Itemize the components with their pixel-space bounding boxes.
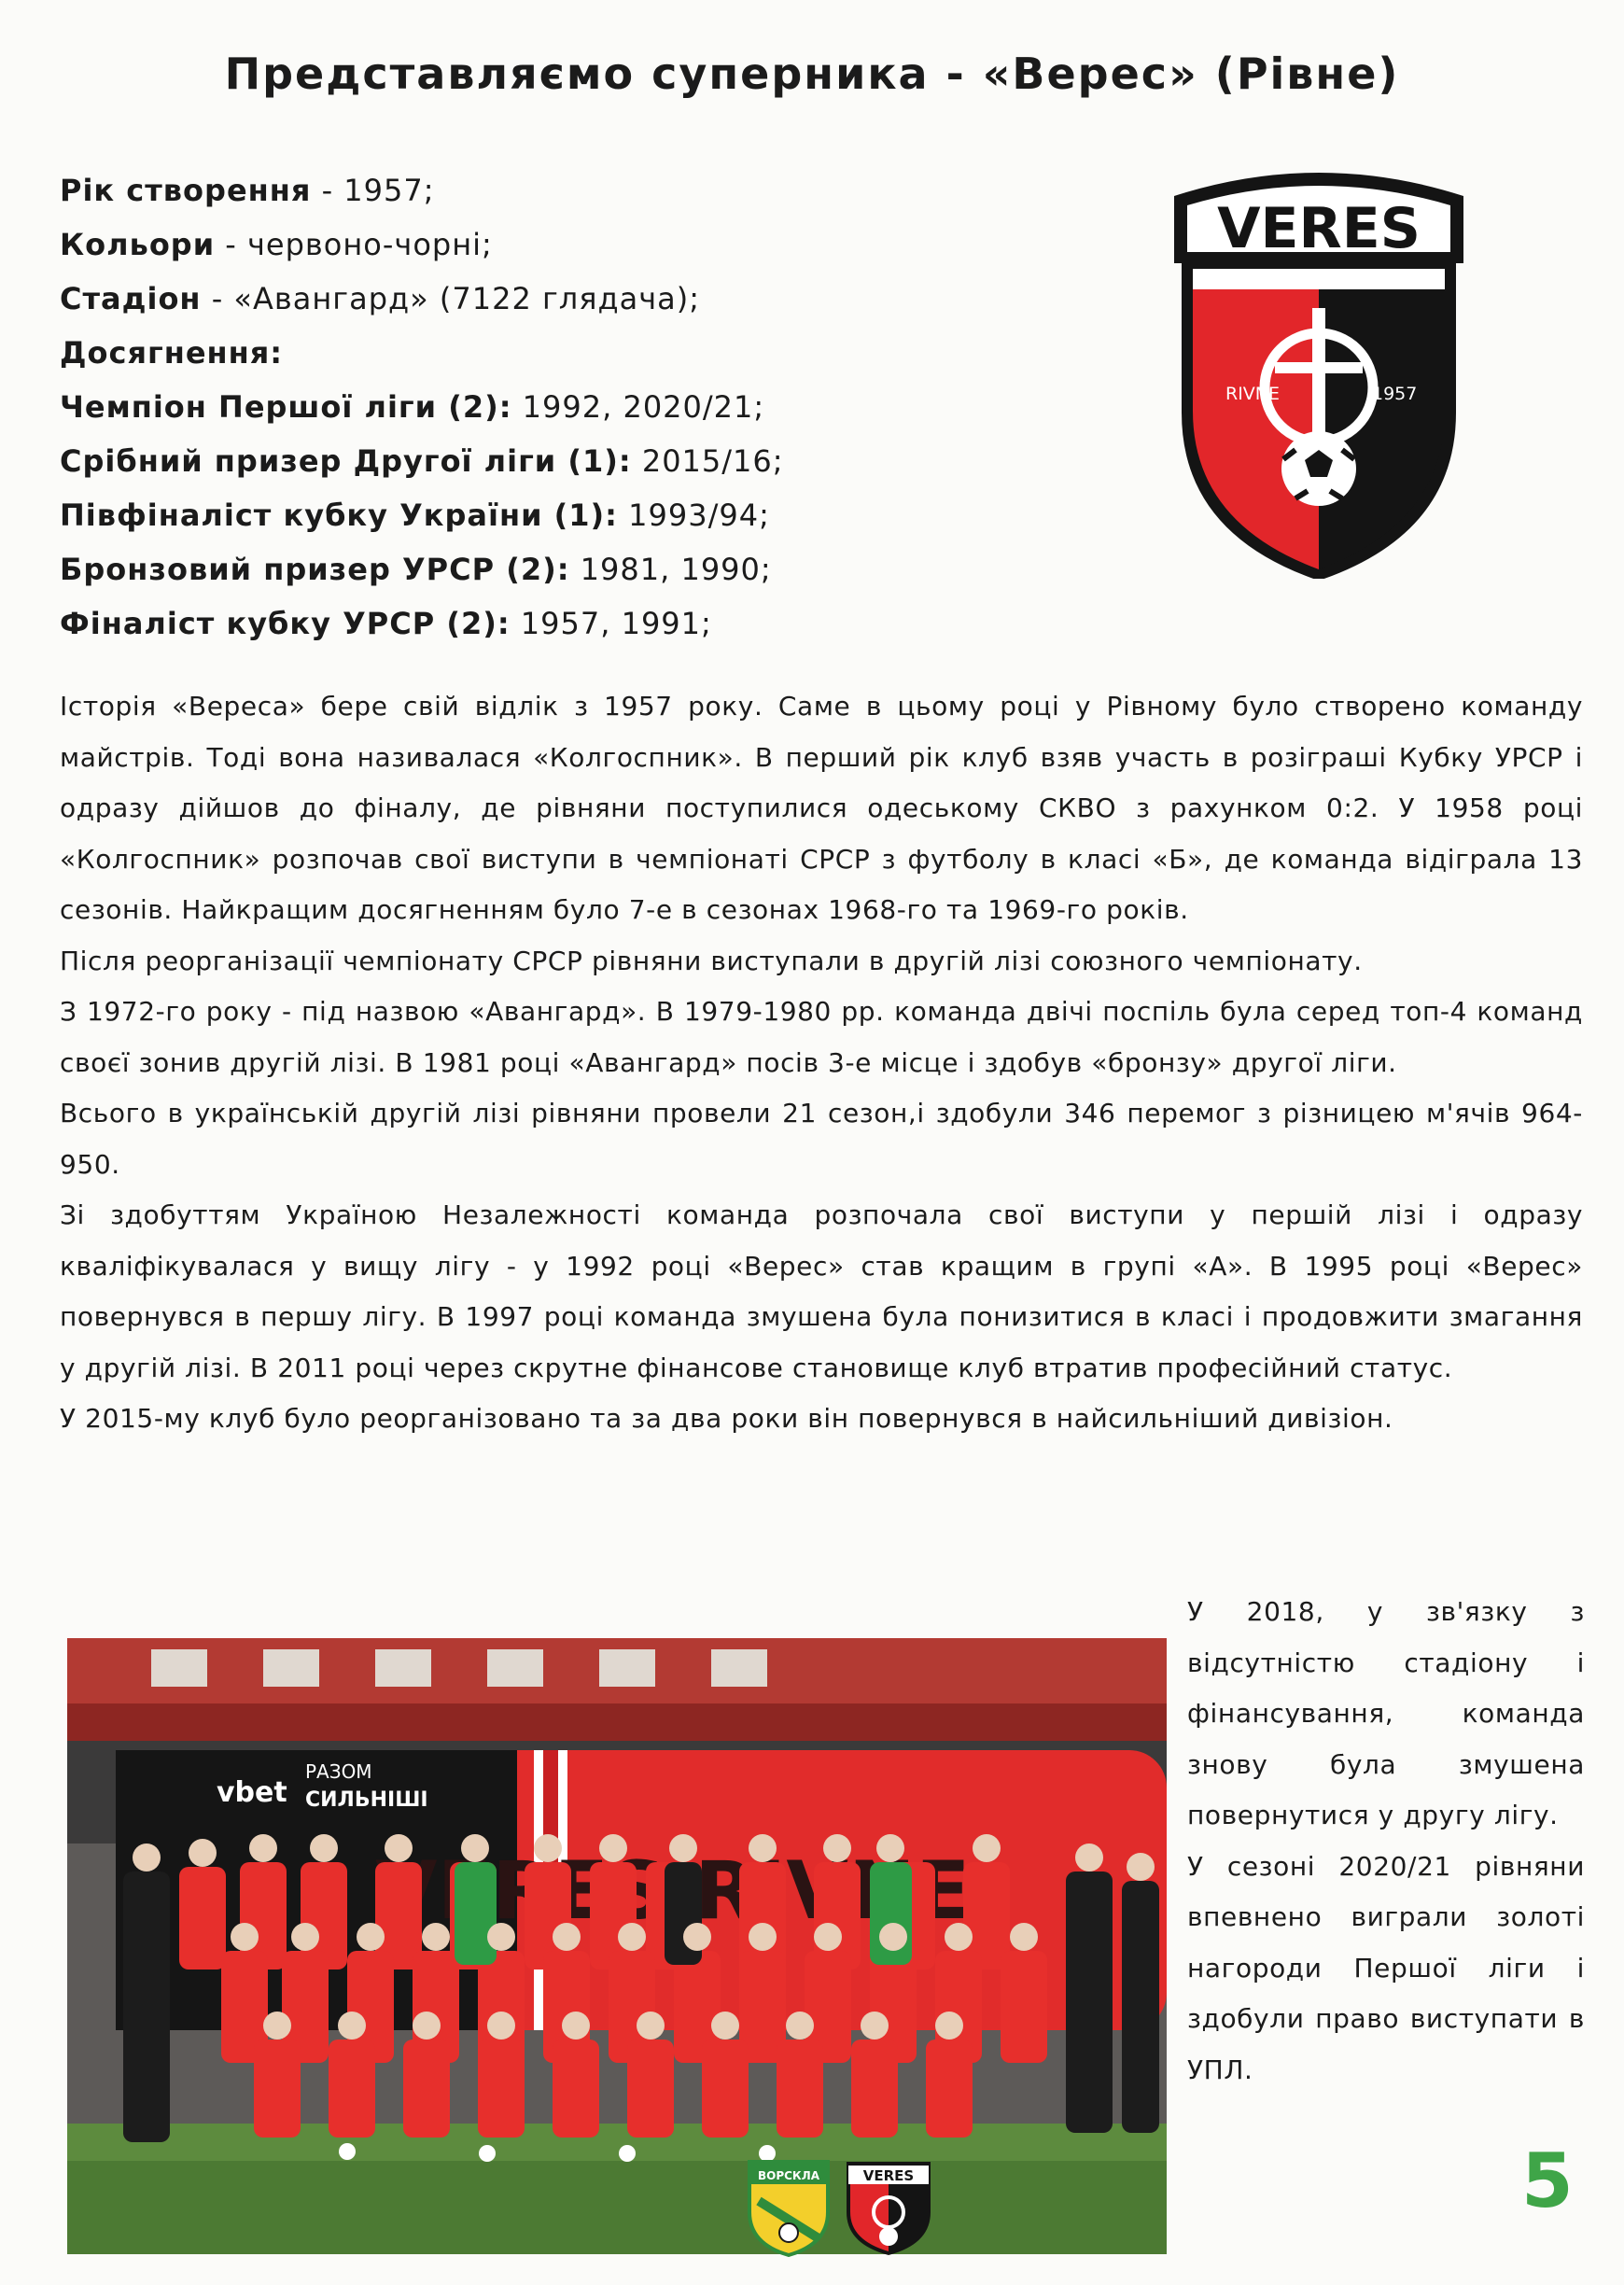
fact-second-league: Срібний призер Другої ліги (1): 2015/16; (60, 443, 784, 479)
bus-brand: vbet (217, 1776, 287, 1809)
fact-colors: Кольори - червоно-чорні; (60, 227, 493, 262)
fact-founded: Рік створення - 1957; (60, 173, 435, 208)
fact-first-league: Чемпіон Першої ліги (2): 1992, 2020/21; (60, 389, 765, 425)
vorskla-logo (749, 2162, 828, 2255)
veres-small-logo-text: VERES (862, 2167, 915, 2184)
history-paragraph: З 1972-го року - під назвою «Авангард». В 1979-1980 рр. команда двічі поспіль була серед топ-4 команд своєї зонив другій лізі. В 1981 році «Авангард» посів 3-е місце і здобув «бронзу» другої ліги. (60, 996, 1583, 1078)
side-paragraph: У сезоні 2020/21 рівняни впевнено виграли золоті нагороди Першої ліги і здобули право виступати в УПЛ. (1187, 1850, 1585, 2085)
club-facts (60, 163, 1086, 651)
footer-club-logos (742, 2154, 938, 2257)
page-number: 5 (1521, 2138, 1574, 2224)
crest-name: VERES (1217, 196, 1421, 261)
club-history (60, 681, 1583, 1445)
history-paragraph: Після реорганізації чемпіонату СРСР рівняни виступали в другій лізі союзного чемпіонату. (60, 945, 1363, 976)
veres-crest-logo (1155, 159, 1482, 579)
veres-small-logo (847, 2162, 931, 2255)
fact-ussr-cup-final: Фіналіст кубку УРСР (2): 1957, 1991; (60, 606, 712, 641)
fact-achievements-heading: Досягнення: (60, 335, 284, 371)
history-paragraph: Зі здобуттям Україною Незалежності команда розпочала свої виступи у першій лізі і одразу кваліфікувалася у вищу лігу - у 1992 році «Верес» став кращим в групі «А». В 1995 році «Верес» повернувся в першу лігу. В 1997 році команда змушена була понизитися в класі і продовжити змагання у другій лізі. В 2011 році через скрутне фінансове становище клуб втратив професійний статус. (60, 1199, 1583, 1383)
crest-year: 1957 (1372, 384, 1418, 404)
team-photo (67, 1638, 1167, 2254)
bus-slogan-top: РАЗОМ (305, 1760, 372, 1783)
history-paragraph: У 2015-му клуб було реорганізовано та за два роки він повернувся в найсильніший дивізіон. (60, 1403, 1393, 1434)
fact-ussr-bronze: Бронзовий призер УРСР (2): 1981, 1990; (60, 552, 772, 587)
fact-cup-semifinal: Півфіналіст кубку України (1): 1993/94; (60, 498, 770, 533)
history-paragraph: Всього в українській другій лізі рівняни провели 21 сезон,і здобули 346 перемог з різницею м'ячів 964-950. (60, 1098, 1583, 1180)
bus-team-name: VERES (375, 1844, 667, 1938)
page-title: Представляємо суперника - «Верес» (Рівне) (224, 49, 1400, 99)
vorskla-logo-text: ВОРСКЛА (757, 2169, 820, 2182)
team-photo-illustration (67, 1638, 1167, 2254)
side-text (1187, 1587, 1585, 2096)
history-paragraph: Історія «Вереса» бере свій відлік з 1957 року. Саме в цьому році у Рівному було створено команду майстрів. Тоді вона називалася «Колгоспник». В перший рік клуб взяв участь в розіграші Кубку УРСР і одразу дійшов до фіналу, де рівняни поступилися одеському СКВО з рахунком 0:2. У 1958 році «Колгоспник» розпочав свої виступи в чемпіонаті СРСР з футболу в класі «Б», де команда відіграла 13 сезонів. Найкращим досягненням було 7-е в сезонах 1968-го та 1969-го років. (60, 691, 1583, 925)
fact-stadium: Стадіон - «Авангард» (7122 глядача); (60, 281, 701, 316)
side-paragraph: У 2018, у зв'язку з відсутністю стадіону і фінансування, команда знову була змушена повернутися у другу лігу. (1187, 1596, 1585, 1830)
bus-slogan-bottom: СИЛЬНІШІ (305, 1788, 428, 1812)
crest-city: RIVNE (1225, 384, 1281, 404)
